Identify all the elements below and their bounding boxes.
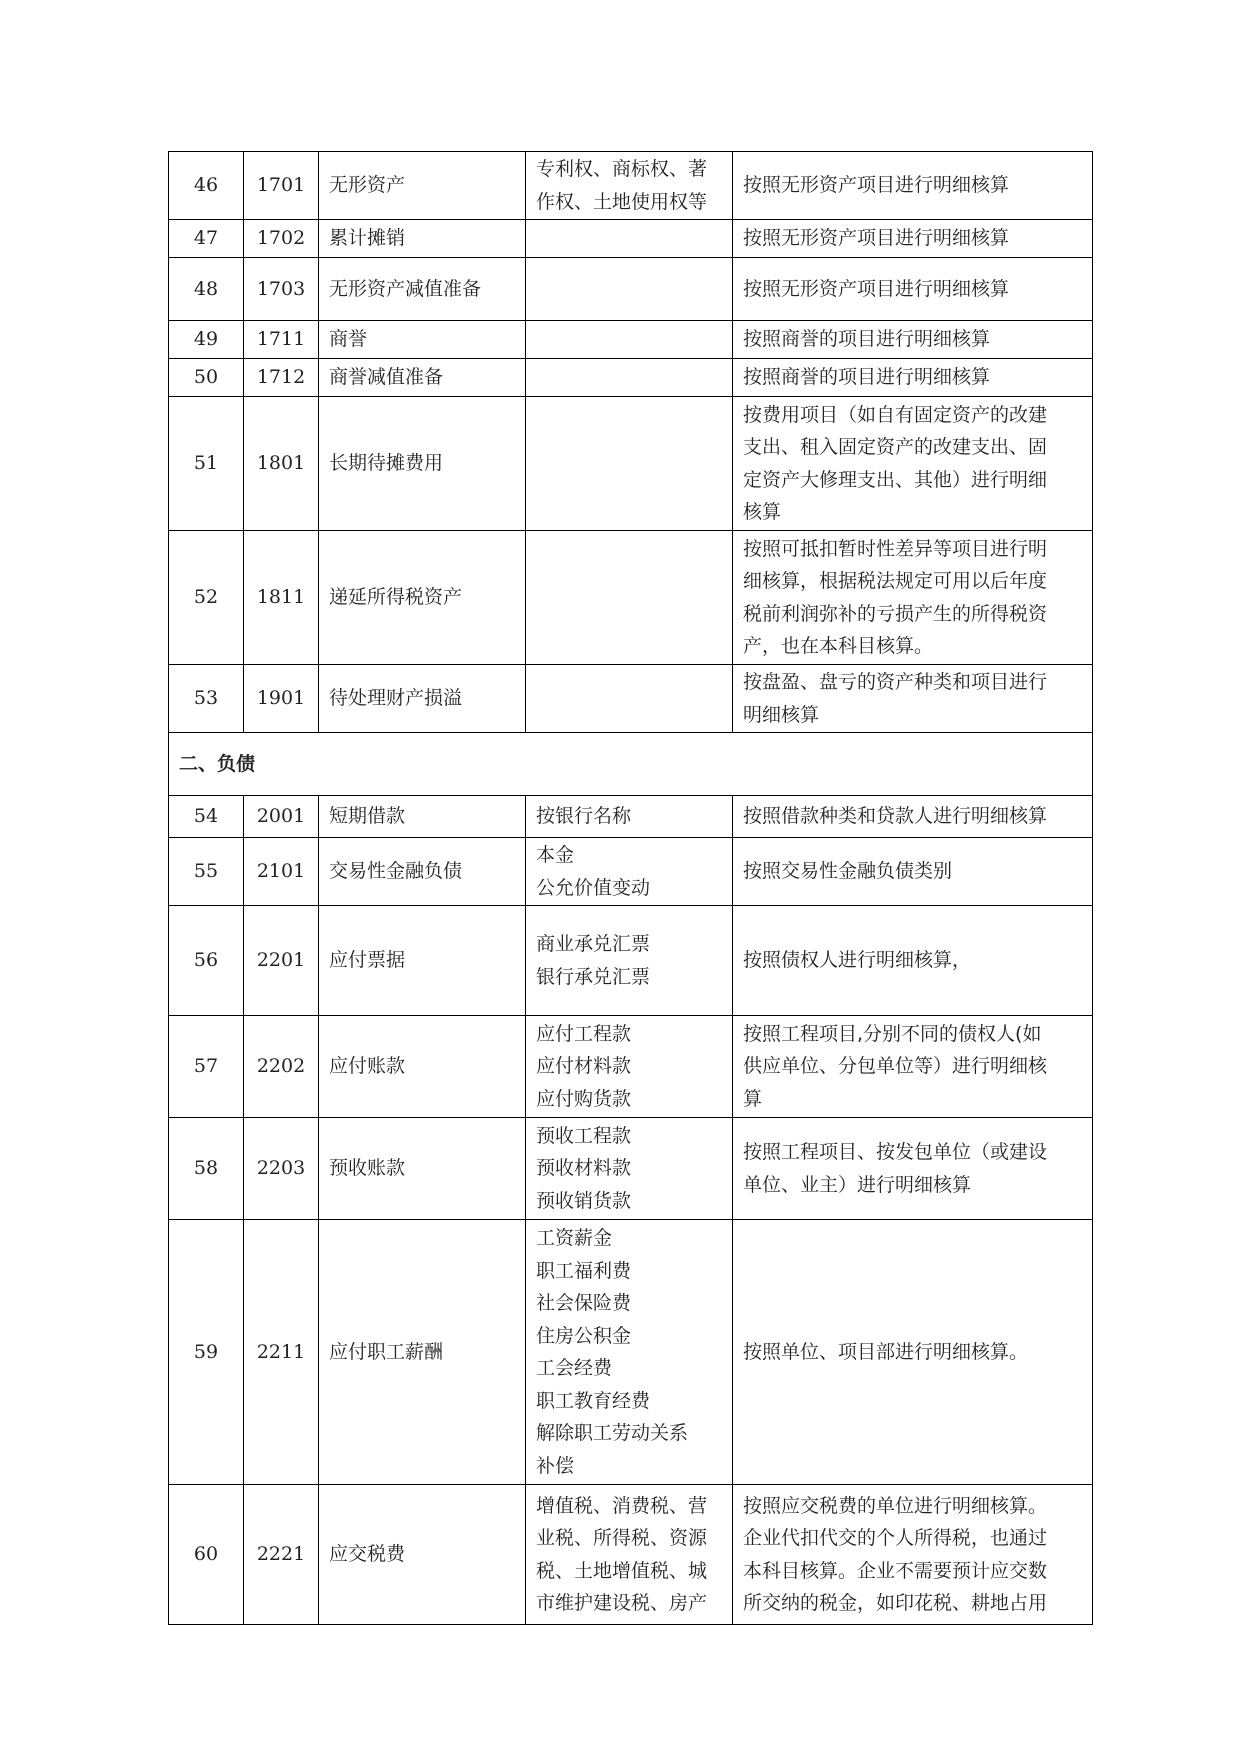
detail-method-line: 按照可抵扣暂时性差异等项目进行明 — [743, 537, 1048, 560]
account-code: 2202 — [244, 1016, 319, 1118]
detail-method-line: 按照借款种类和贷款人进行明细核算 — [743, 805, 1048, 828]
sub-account — [526, 359, 733, 397]
detail-method — [733, 152, 1093, 220]
sub-account — [526, 258, 733, 321]
account-name: 交易性金融负债 — [319, 838, 526, 906]
sub-account-line: 应付购货款 — [536, 1087, 632, 1110]
account-code: 2203 — [244, 1118, 319, 1220]
detail-method-line: 支出、租入固定资产的改建支出、固 — [743, 436, 1048, 458]
detail-method — [733, 258, 1093, 321]
table-section — [169, 733, 1093, 796]
account-code: 2001 — [244, 796, 319, 838]
table-row — [169, 1016, 1093, 1118]
detail-method-line: 企业代扣代交的个人所得税，也通过 — [743, 1527, 1048, 1549]
sub-account — [526, 1220, 733, 1485]
account-code: 2211 — [244, 1220, 319, 1485]
account-code: 2201 — [244, 906, 319, 1016]
table-row — [169, 1485, 1093, 1625]
sub-account-line: 税、土地增值税、城 — [536, 1559, 708, 1582]
detail-method — [733, 397, 1093, 531]
sub-account-line: 应付材料款 — [536, 1055, 632, 1078]
detail-method-line: 按照应交税费的单位进行明细核算。 — [743, 1494, 1048, 1517]
detail-method-line: 核算 — [743, 501, 782, 523]
row-number: 54 — [169, 796, 244, 838]
table-row — [169, 359, 1093, 397]
row-number: 55 — [169, 838, 244, 906]
account-table — [168, 151, 1093, 1625]
sub-account-line: 银行承兑汇票 — [536, 965, 651, 988]
sub-account-line: 增值税、消费税、营 — [536, 1494, 708, 1517]
sub-account-line: 职工福利费 — [536, 1259, 632, 1282]
row-number: 53 — [169, 665, 244, 733]
section-header-row — [169, 733, 1093, 796]
table-row — [169, 1220, 1093, 1485]
sub-account-line: 作权、土地使用权等 — [536, 190, 708, 213]
row-number: 48 — [169, 258, 244, 321]
sub-account-line: 工会经费 — [536, 1357, 613, 1379]
row-number: 49 — [169, 321, 244, 359]
sub-account-line: 预收材料款 — [536, 1157, 632, 1180]
table-row — [169, 321, 1093, 359]
sub-account — [526, 796, 733, 838]
sub-account-line: 市维护建设税、房产 — [536, 1592, 708, 1614]
row-number: 56 — [169, 906, 244, 1016]
sub-account — [526, 321, 733, 359]
account-name: 无形资产 — [319, 152, 526, 220]
detail-method-line: 按照单位、项目部进行明细核算。 — [743, 1340, 1029, 1363]
account-name: 无形资产减值准备 — [319, 258, 526, 321]
detail-method — [733, 359, 1093, 397]
account-code: 1811 — [244, 531, 319, 665]
detail-method-line: 单位、业主）进行明细核算 — [743, 1173, 972, 1196]
sub-account — [526, 838, 733, 906]
table-row — [169, 258, 1093, 321]
detail-method-line: 按照无形资产项目进行明细核算 — [743, 174, 1010, 197]
table-row — [169, 531, 1093, 665]
row-number: 60 — [169, 1485, 244, 1625]
table-row — [169, 220, 1093, 258]
account-code: 1701 — [244, 152, 319, 220]
account-code: 2101 — [244, 838, 319, 906]
detail-method-line: 所交纳的税金，如印花税、耕地占用 — [743, 1592, 1048, 1614]
account-code: 1712 — [244, 359, 319, 397]
detail-method-line: 产，也在本科目核算。 — [743, 635, 934, 657]
sub-account-line: 工资薪金 — [536, 1227, 613, 1249]
row-number: 57 — [169, 1016, 244, 1118]
account-name: 预收账款 — [319, 1118, 526, 1220]
account-code: 1901 — [244, 665, 319, 733]
detail-method — [733, 1118, 1093, 1220]
sub-account-line: 专利权、商标权、著 — [536, 158, 708, 180]
table-row — [169, 838, 1093, 906]
table-row — [169, 1118, 1093, 1220]
sub-account-line: 应付工程款 — [536, 1022, 632, 1045]
row-number: 47 — [169, 220, 244, 258]
sub-account — [526, 1118, 733, 1220]
detail-method-line: 明细核算 — [743, 703, 820, 726]
sub-account — [526, 906, 733, 1016]
table-row — [169, 796, 1093, 838]
detail-method — [733, 665, 1093, 733]
detail-method-line: 细核算，根据税法规定可用以后年度 — [743, 570, 1048, 592]
sub-account-line: 住房公积金 — [536, 1324, 632, 1347]
table-body-liabilities — [169, 796, 1093, 1625]
sub-account-line: 预收工程款 — [536, 1124, 632, 1147]
sub-account-line: 社会保险费 — [536, 1292, 632, 1314]
account-code: 1711 — [244, 321, 319, 359]
detail-method — [733, 1485, 1093, 1625]
sub-account-line: 公允价值变动 — [536, 876, 651, 899]
sub-account-line: 业税、所得税、资源 — [536, 1527, 708, 1549]
row-number: 50 — [169, 359, 244, 397]
row-number: 51 — [169, 397, 244, 531]
sub-account-line: 职工教育经费 — [536, 1389, 651, 1412]
detail-method-line: 按照无形资产项目进行明细核算 — [743, 277, 1010, 300]
sub-account-line: 本金 — [536, 844, 575, 866]
detail-method-line: 按盘盈、盘亏的资产种类和项目进行 — [743, 671, 1048, 693]
sub-account-line: 商业承兑汇票 — [536, 933, 651, 955]
sub-account-line: 解除职工劳动关系 — [536, 1422, 689, 1444]
table-row — [169, 906, 1093, 1016]
detail-method — [733, 796, 1093, 838]
detail-method — [733, 838, 1093, 906]
account-name: 商誉 — [319, 321, 526, 359]
account-name: 长期待摊费用 — [319, 397, 526, 531]
row-number: 52 — [169, 531, 244, 665]
detail-method-line: 按照商誉的项目进行明细核算 — [743, 328, 991, 351]
account-name: 待处理财产损溢 — [319, 665, 526, 733]
account-code: 2221 — [244, 1485, 319, 1625]
account-name: 短期借款 — [319, 796, 526, 838]
detail-method — [733, 1220, 1093, 1485]
account-code: 1801 — [244, 397, 319, 531]
table-row — [169, 665, 1093, 733]
account-name: 应付票据 — [319, 906, 526, 1016]
detail-method-line: 按费用项目（如自有固定资产的改建 — [743, 403, 1048, 426]
sub-account — [526, 152, 733, 220]
account-name: 应付账款 — [319, 1016, 526, 1118]
detail-method-line: 税前利润弥补的亏损产生的所得税资 — [743, 602, 1048, 625]
sub-account — [526, 397, 733, 531]
account-code: 1703 — [244, 258, 319, 321]
detail-method — [733, 1016, 1093, 1118]
row-number: 59 — [169, 1220, 244, 1485]
sub-account — [526, 1485, 733, 1625]
account-name: 累计摊销 — [319, 220, 526, 258]
sub-account — [526, 665, 733, 733]
account-code: 1702 — [244, 220, 319, 258]
detail-method — [733, 321, 1093, 359]
detail-method-line: 按照债权人进行明细核算， — [743, 949, 972, 972]
detail-method-line: 按照交易性金融负债类别 — [743, 860, 953, 883]
account-name: 商誉减值准备 — [319, 359, 526, 397]
section-header: 二、负债 — [169, 733, 1093, 796]
detail-method-line: 供应单位、分包单位等）进行明细核 — [743, 1055, 1048, 1078]
sub-account — [526, 531, 733, 665]
account-name: 递延所得税资产 — [319, 531, 526, 665]
account-name: 应交税费 — [319, 1485, 526, 1625]
row-number: 46 — [169, 152, 244, 220]
detail-method-line: 按照工程项目,分别不同的债权人(如 — [743, 1022, 1042, 1045]
table-row — [169, 152, 1093, 220]
detail-method-line: 算 — [743, 1087, 763, 1110]
sub-account — [526, 1016, 733, 1118]
sub-account — [526, 220, 733, 258]
sub-account-line: 预收销货款 — [536, 1189, 632, 1212]
detail-method-line: 按照无形资产项目进行明细核算 — [743, 227, 1010, 250]
detail-method-line: 本科目核算。企业不需要预计应交数 — [743, 1559, 1048, 1582]
detail-method — [733, 220, 1093, 258]
sub-account-line: 补偿 — [536, 1454, 575, 1477]
sub-account-line: 按银行名称 — [536, 805, 632, 828]
table-row — [169, 397, 1093, 531]
detail-method — [733, 906, 1093, 1016]
detail-method-line: 按照商誉的项目进行明细核算 — [743, 366, 991, 389]
detail-method-line: 定资产大修理支出、其他）进行明细 — [743, 468, 1048, 491]
row-number: 58 — [169, 1118, 244, 1220]
table-body-assets — [169, 152, 1093, 733]
account-name: 应付职工薪酬 — [319, 1220, 526, 1485]
detail-method — [733, 531, 1093, 665]
detail-method-line: 按照工程项目、按发包单位（或建设 — [743, 1141, 1048, 1163]
